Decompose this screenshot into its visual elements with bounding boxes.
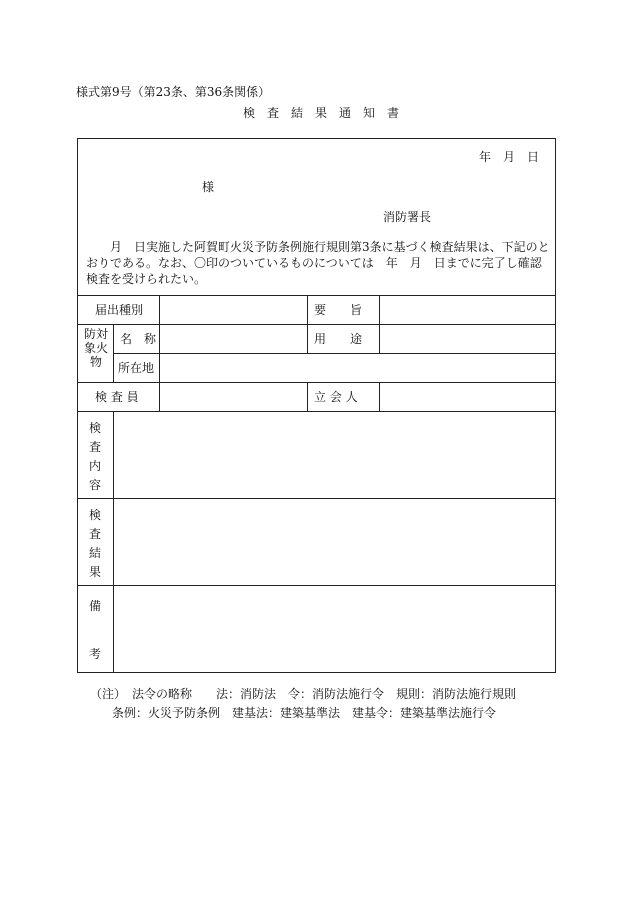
sender-title: 消防署長 — [383, 210, 432, 224]
notice-body: 月 日実施した阿賀町火災予防条例施行規則第3条に基づく検査結果は、下記のとおりである。なお、〇印のついているものについては 年 月 日までに完了し確認検査を受けられたい。 — [86, 240, 550, 286]
inspection-content-label: 検査内容 — [88, 421, 101, 492]
document-title: 検査結果通知書 — [242, 106, 411, 120]
use-label: 用 途 — [314, 332, 363, 346]
rule-content-bottom — [78, 498, 555, 499]
form-frame — [77, 138, 556, 673]
name-label: 名 称 — [120, 332, 157, 346]
legend-note-line2: 条例：火災予防条例 建基法：建築基準法 建基令：建築基準法施行令 — [112, 706, 497, 720]
notification-type-label: 届出種別 — [95, 303, 144, 317]
summary-label: 要 旨 — [314, 303, 363, 317]
rule-row3-bottom — [78, 382, 555, 383]
inspector-label: 検 査 員 — [95, 390, 139, 404]
witness-label: 立 会 人 — [314, 390, 358, 404]
rule-header-bottom — [78, 295, 555, 296]
rule-row1-bottom — [78, 324, 555, 325]
date-line: 年 月 日 — [478, 150, 539, 164]
rule-row2-bottom — [113, 353, 555, 354]
rule-group-col — [113, 324, 114, 382]
remarks-label-top: 備 — [89, 599, 102, 613]
legend-note-line1: （注） 法令の略称 法：消防法 令：消防法施行令 規則：消防法施行規則 — [90, 687, 517, 701]
rule-mid-col-a — [307, 295, 308, 353]
legend-notes — [90, 685, 516, 723]
form-reference: 様式第9号（第23条、第36条関係） — [76, 85, 271, 99]
rule-right-label-col-b — [379, 382, 380, 411]
rule-mid-col-b — [307, 382, 308, 411]
rule-label-col — [159, 295, 160, 411]
rule-body-label-col — [113, 411, 114, 673]
inspection-result-label: 検査結果 — [88, 508, 101, 579]
addressee-suffix: 様 — [202, 180, 215, 194]
rule-right-label-col-a — [379, 295, 380, 353]
target-group-label: 防対象火物 — [83, 327, 108, 369]
rule-row4-bottom — [78, 411, 555, 412]
rule-result-bottom — [78, 585, 555, 586]
remarks-label-bottom: 考 — [89, 647, 102, 661]
location-label: 所在地 — [118, 361, 155, 375]
